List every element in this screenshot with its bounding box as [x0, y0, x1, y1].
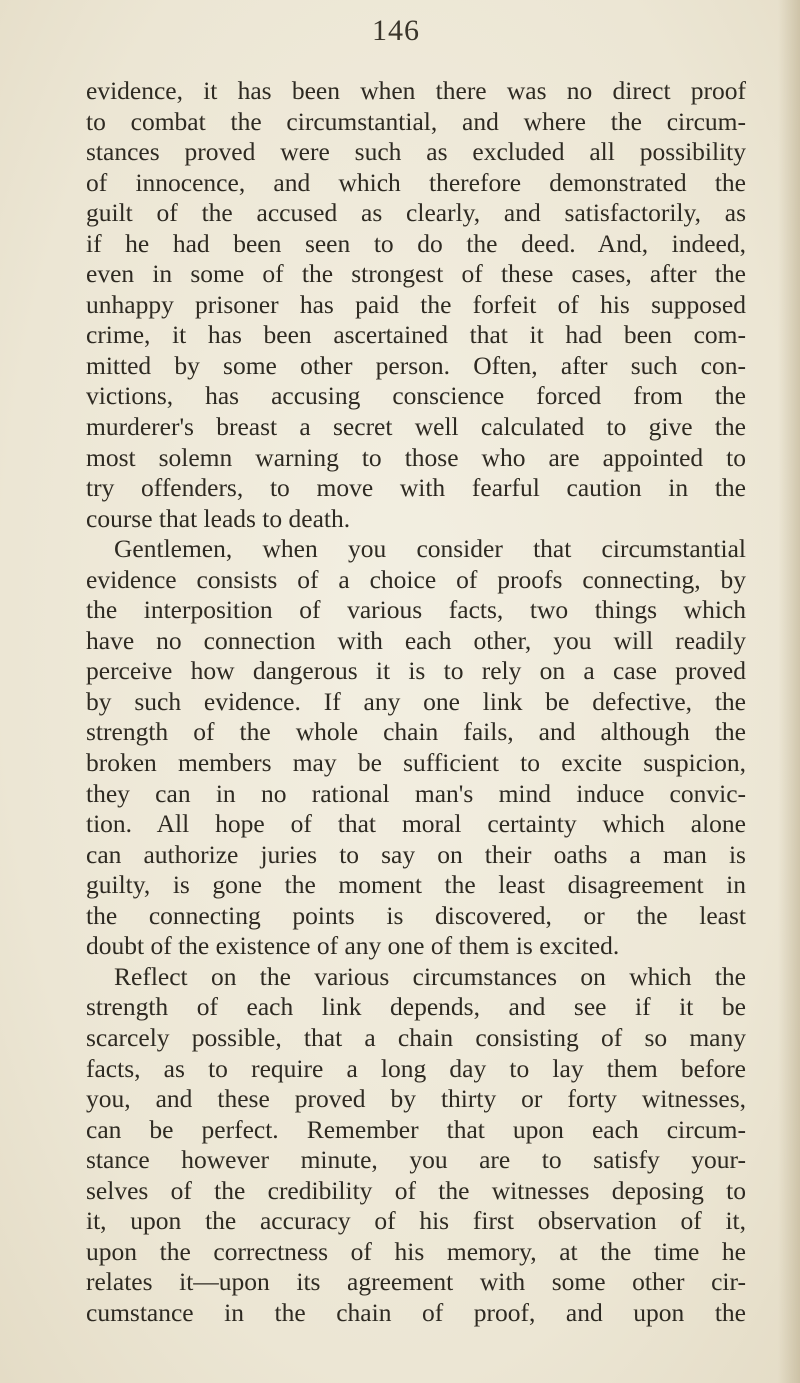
text-line: they can in no rational man's mind induce convic-: [86, 778, 746, 808]
text-line: most solemn warning to those who are appointed to: [86, 442, 746, 472]
text-line: upon the correctness of his memory, at the time he: [86, 1236, 746, 1266]
page-number: 146: [372, 14, 420, 47]
text-line: the connecting points is discovered, or the least: [86, 900, 746, 930]
text-line: stances proved were such as excluded all possibility: [86, 137, 746, 167]
text-line: selves of the credibility of the witnesses deposing to: [86, 1175, 746, 1205]
text-line: try offenders, to move with fearful caution in the: [86, 473, 746, 503]
text-line: evidence, it has been when there was no direct proof: [86, 76, 746, 105]
text-line: guilty, is gone the moment the least disagreement in: [86, 870, 746, 900]
text-line: guilt of the accused as clearly, and satisfactorily, as: [86, 198, 746, 228]
text-line: the interposition of various facts, two things which: [86, 595, 746, 625]
text-line: of innocence, and which therefore demonstrated the: [86, 167, 746, 197]
text-line: victions, has accusing conscience forced from the: [86, 381, 746, 411]
text-line: strength of each link depends, and see if it be: [86, 992, 746, 1022]
text-line: unhappy prisoner has paid the forfeit of his supposed: [86, 289, 746, 319]
text-line: evidence consists of a choice of proofs connecting, by: [86, 564, 746, 594]
text-line: if he had been seen to do the deed. And, indeed,: [86, 228, 746, 258]
text-line: perceive how dangerous it is to rely on a case proved: [86, 656, 746, 686]
text-line: it, upon the accuracy of his first observation of it,: [86, 1206, 746, 1236]
text-line: mitted by some other person. Often, after such con-: [86, 350, 746, 380]
text-line: tion. All hope of that moral certainty which alone: [86, 809, 746, 839]
text-line: even in some of the strongest of these cases, after the: [86, 259, 746, 289]
text-line: broken members may be sufficient to excite suspicion,: [86, 748, 746, 778]
page-edge-shadow: [778, 0, 800, 1383]
text-line: murderer's breast a secret well calculated to give the: [86, 412, 746, 442]
text-line: cumstance in the chain of proof, and upon the: [86, 1297, 746, 1327]
text-line: scarcely possible, that a chain consisting of so many: [86, 1022, 746, 1052]
text-line: Gentlemen, when you consider that circumstantial: [114, 534, 746, 564]
text-line: relates it—upon its agreement with some other cir-: [86, 1267, 746, 1297]
text-line: facts, as to require a long day to lay them before: [86, 1053, 746, 1083]
text-line: crime, it has been ascertained that it had been com-: [86, 320, 746, 350]
body-text: [86, 76, 746, 1328]
text-line: can authorize juries to say on their oaths a man is: [86, 839, 746, 869]
text-line: course that leads to death.: [86, 503, 351, 533]
text-line: you, and these proved by thirty or forty witnesses,: [86, 1084, 746, 1114]
text-line: doubt of the existence of any one of them is excited.: [86, 931, 620, 961]
text-line: strength of the whole chain fails, and although the: [86, 717, 746, 747]
text-line: Reflect on the various circumstances on which the: [114, 961, 746, 991]
text-line: to combat the circumstantial, and where the circum-: [86, 106, 746, 136]
text-line: can be perfect. Remember that upon each circum-: [86, 1114, 746, 1144]
text-line: by such evidence. If any one link be defective, the: [86, 686, 746, 716]
text-line: have no connection with each other, you will readily: [86, 625, 746, 655]
text-line: stance however minute, you are to satisfy your-: [86, 1145, 746, 1175]
